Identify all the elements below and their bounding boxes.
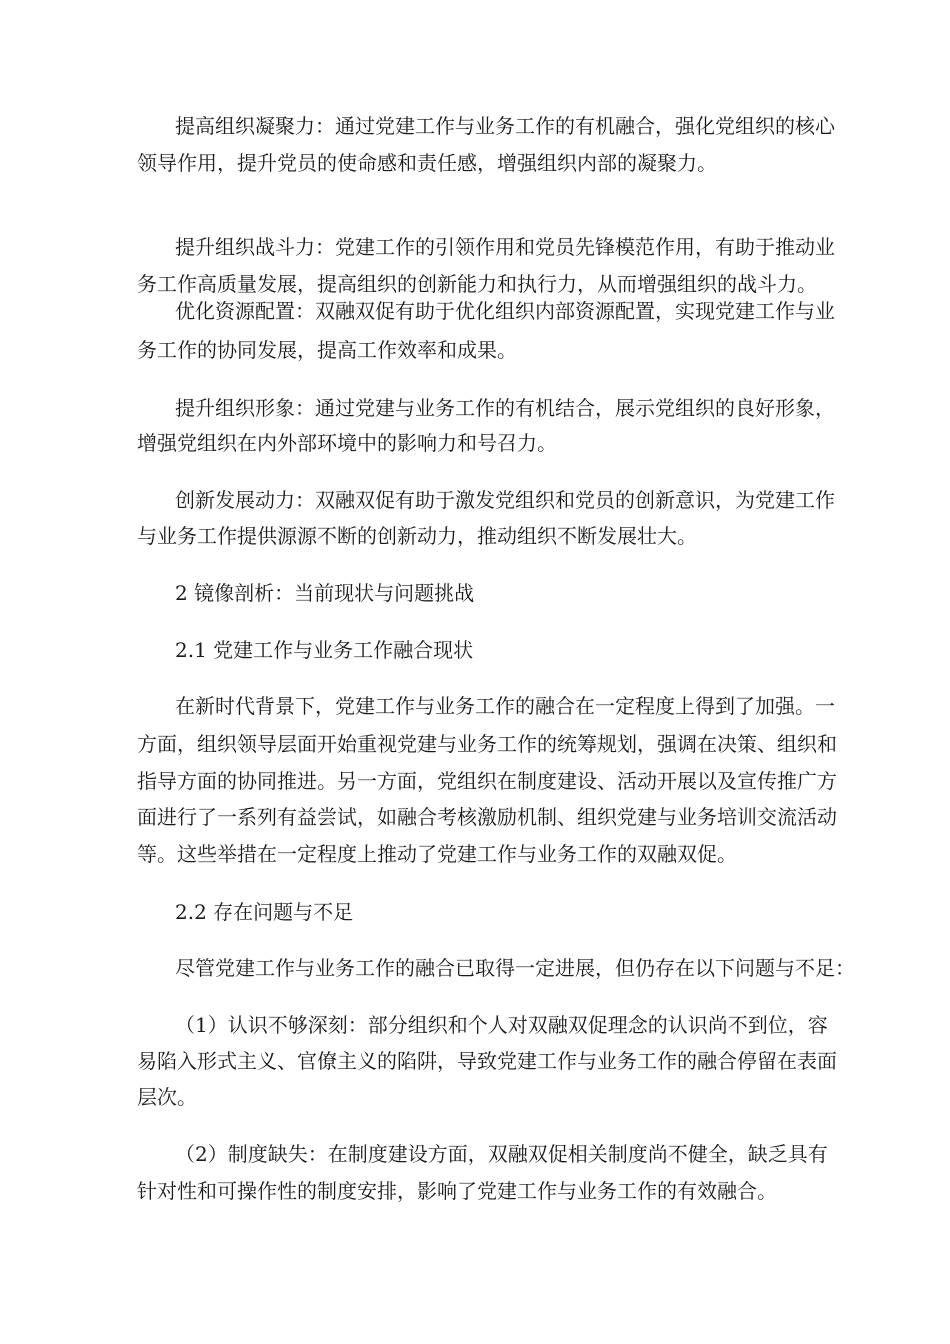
- list-item-line: 针对性和可操作性的制度安排，影响了党建工作与业务工作的有效融合。: [137, 1179, 777, 1203]
- paragraph-line: 创新发展动力：双融双促有助于激发党组织和党员的创新意识，为党建工作: [175, 488, 835, 512]
- paragraph-line: 优化资源配置：双融双促有助于优化组织内部资源配置，实现党建工作与业: [175, 299, 835, 323]
- paragraph-line: 领导作用，提升党员的使命感和责任感，增强组织内部的凝聚力。: [137, 151, 717, 175]
- paragraph-line: 增强党组织在内外部环境中的影响力和号召力。: [137, 431, 557, 455]
- paragraph-line: 指导方面的协同推进。另一方面，党组织在制度建设、活动开展以及宣传推广方: [137, 769, 837, 793]
- paragraph-line: 务工作的协同发展，提高工作效率和成果。: [137, 338, 517, 362]
- paragraph-line: 提升组织形象：通过党建与业务工作的有机结合，展示党组织的良好形象，: [175, 396, 835, 420]
- subsection-heading: 2.2 存在问题与不足: [175, 900, 354, 924]
- paragraph-line: 等。这些举措在一定程度上推动了党建工作与业务工作的双融双促。: [137, 842, 737, 866]
- paragraph-line: 与业务工作提供源源不断的创新动力，推动组织不断发展壮大。: [137, 524, 697, 548]
- paragraph-line: 尽管党建工作与业务工作的融合已取得一定进展，但仍存在以下问题与不足：: [175, 956, 855, 980]
- paragraph-line: 务工作高质量发展，提高组织的创新能力和执行力，从而增强组织的战斗力。: [137, 272, 817, 296]
- paragraph-line: 提高组织凝聚力：通过党建工作与业务工作的有机融合，强化党组织的核心: [175, 114, 835, 138]
- list-item-line: （1）认识不够深刻：部分组织和个人对双融双促理念的认识尚不到位，容: [175, 1013, 828, 1037]
- section-heading: 2 镜像剖析：当前现状与问题挑战: [175, 581, 475, 605]
- list-item-line: 层次。: [137, 1085, 197, 1109]
- list-item-line: 易陷入形式主义、官僚主义的陷阱，导致党建工作与业务工作的融合停留在表面: [137, 1049, 837, 1073]
- paragraph-line: 提升组织战斗力：党建工作的引领作用和党员先锋模范作用，有助于推动业: [175, 235, 835, 259]
- list-item-line: （2）制度缺失：在制度建设方面，双融双促相关制度尚不健全，缺乏具有: [175, 1142, 828, 1166]
- subsection-heading: 2.1 党建工作与业务工作融合现状: [175, 638, 474, 662]
- paragraph-line: 方面，组织领导层面开始重视党建与业务工作的统筹规划，强调在决策、组织和: [137, 732, 837, 756]
- paragraph-line: 在新时代背景下，党建工作与业务工作的融合在一定程度上得到了加强。一: [175, 694, 835, 718]
- paragraph-line: 面进行了一系列有益尝试，如融合考核激励机制、组织党建与业务培训交流活动: [137, 805, 837, 829]
